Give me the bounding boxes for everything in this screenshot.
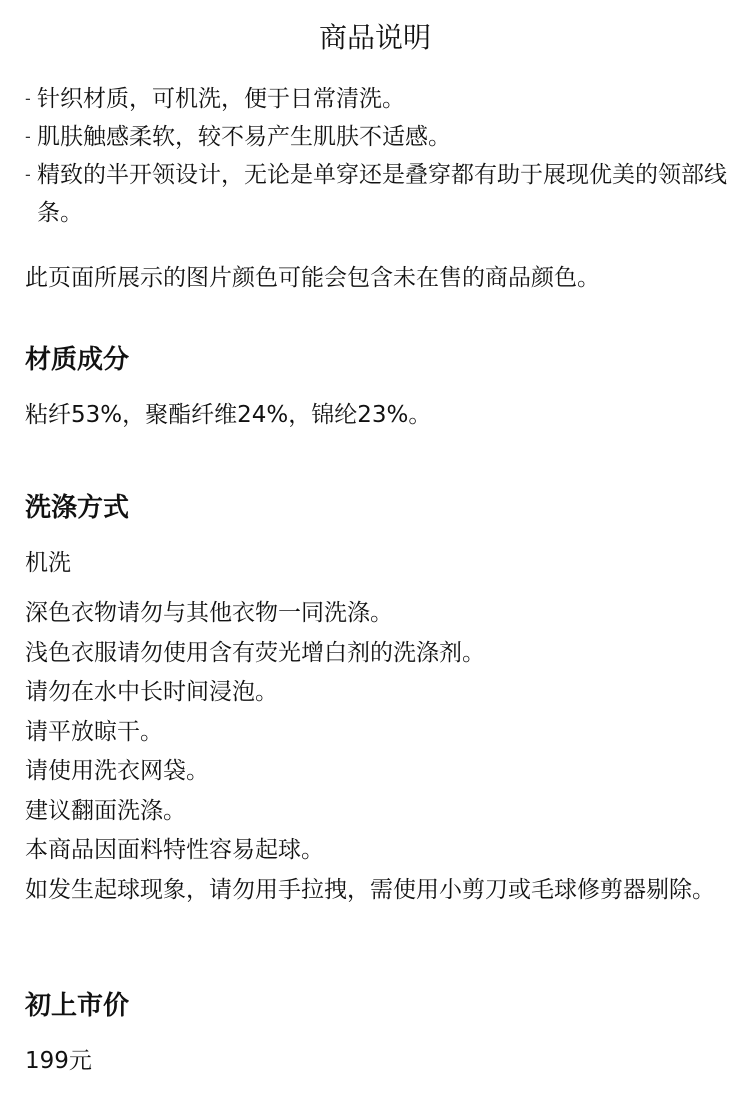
care-instruction: 浅色衣服请勿使用含有荧光增白剂的洗涤剂。 <box>25 639 485 666</box>
washing-method: 机洗 <box>25 550 71 576</box>
material-heading: 材质成分 <box>25 345 130 375</box>
bullet-dash: - <box>25 165 31 184</box>
feature-text: 针织材质，可机洗，便于日常清洗。 <box>37 86 405 112</box>
care-instruction: 建议翻面洗涤。 <box>25 797 186 824</box>
material-composition: 粘纤53%，聚酯纤维24%，锦纶23%。 <box>25 402 432 428</box>
price-value: 199元 <box>25 1048 92 1074</box>
care-instruction: 本商品因面料特性容易起球。 <box>25 837 324 863</box>
care-instruction: 请勿在水中长时间浸泡。 <box>25 679 278 705</box>
care-instruction: 深色衣物请勿与其他衣物一同洗涤。 <box>25 600 393 626</box>
price-heading: 初上市价 <box>25 991 130 1021</box>
feature-item <box>25 118 730 156</box>
care-instruction: 如发生起球现象，请勿用手拉拽，需使用小剪刀或毛球修剪器剔除。 <box>25 876 715 903</box>
page-title: 商品说明 <box>318 21 431 54</box>
feature-text: 精致的半开领设计，无论是单穿还是叠穿都有助于展现优美的领部线条。 <box>37 162 727 226</box>
care-instruction: 请使用洗衣网袋。 <box>25 758 209 784</box>
washing-heading: 洗涤方式 <box>25 493 130 523</box>
bullet-dash: - <box>25 89 31 108</box>
color-disclaimer: 此页面所展示的图片颜色可能会包含未在售的商品颜色。 <box>25 265 600 291</box>
bullet-dash: - <box>25 127 31 146</box>
care-instruction: 请平放晾干。 <box>25 718 163 745</box>
feature-item <box>25 156 730 232</box>
care-instructions <box>25 594 730 910</box>
feature-list <box>25 80 730 232</box>
feature-item <box>25 80 730 118</box>
feature-text: 肌肤触感柔软，较不易产生肌肤不适感。 <box>37 124 451 150</box>
